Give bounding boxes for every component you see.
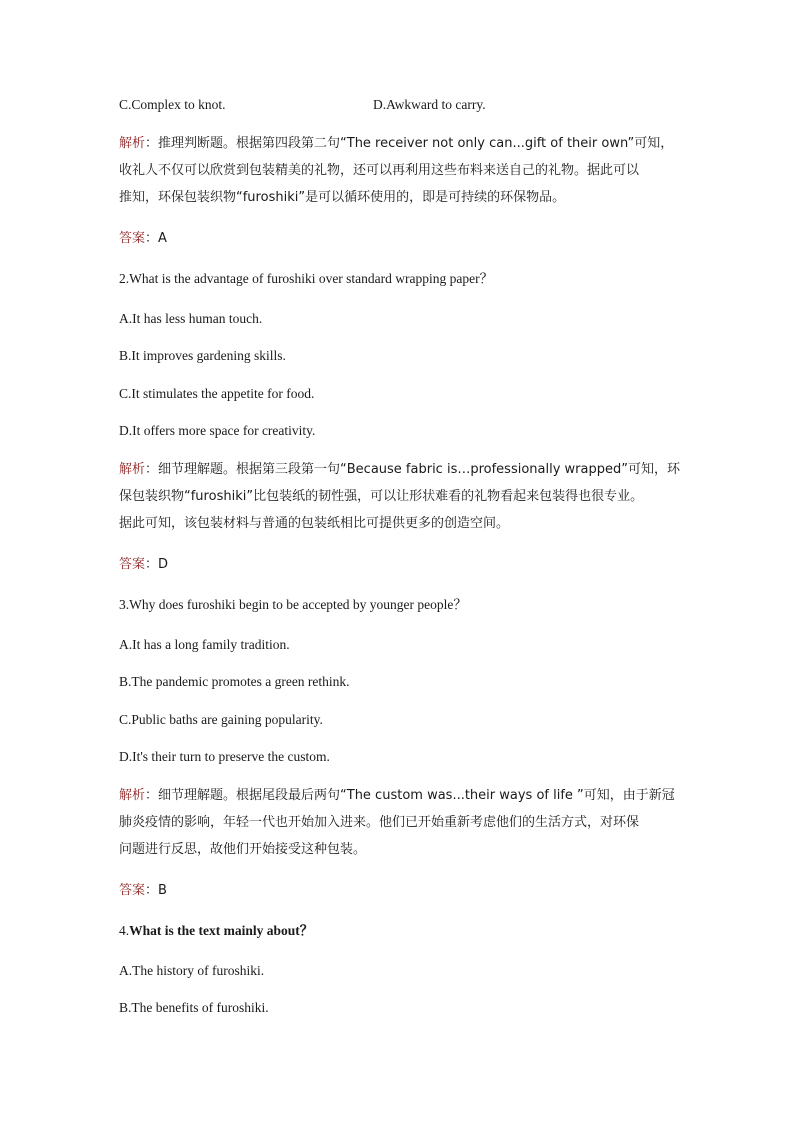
q2-question: 2.What is the advantage of furoshiki over standard wrapping paper？ (119, 271, 494, 286)
explanation-label: 解析 (119, 462, 146, 477)
q1-explanation-line-3: 推知，环保包装织物“furoshiki”是可以循环使用的，即是可持续的环保物品。 (119, 190, 566, 205)
q2-answer: 答案：D (119, 557, 169, 572)
q3-explanation-line-3: 问题进行反思，故他们开始接受这种包装。 (119, 842, 367, 857)
q3-explanation-line-2: 肺炎疫情的影响，年轻一代也开始加入进来。他们已开始重新考虑他们的生活方式，对环保 (119, 815, 640, 830)
q3-option-b: B.The pandemic promotes a green rethink. (119, 674, 350, 689)
q2-explanation-line-2: 保包装织物“furoshiki”比包装纸的韧性强，可以让形状难看的礼物看起来包装得也很专业。 (119, 489, 644, 504)
q4-option-a: A.The history of furoshiki. (119, 963, 265, 978)
q2-explanation-line-3: 据此可知，该包装材料与普通的包装纸相比可提供更多的创造空间。 (119, 516, 510, 531)
q2-explanation-line-1: 解析：细节理解题。根据第三段第一句“Because fabric is…professionally wrapped”可知，环 (119, 462, 680, 477)
q2-option-d: D.It offers more space for creativity. (119, 423, 316, 438)
q2-option-c: C.It stimulates the appetite for food. (119, 386, 315, 401)
q3-explanation-line-1: 解析：细节理解题。根据尾段最后两句“The custom was...their ways of life ”可知，由于新冠 (119, 788, 675, 803)
q1-explanation-line-2: 收礼人不仅可以欣赏到包装精美的礼物，还可以再利用这些布料来送自己的礼物。据此可以 (119, 163, 640, 178)
q1-option-c: C.Complex to knot. (119, 97, 226, 112)
q3-question: 3.Why does furoshiki begin to be accepted by younger people？ (119, 597, 467, 612)
q4-question-text: What is the text mainly about？ (129, 923, 314, 938)
q3-option-a: A.It has a long family tradition. (119, 637, 290, 652)
q1-answer: 答案：A (119, 231, 167, 246)
explanation-label: 解析 (119, 788, 146, 803)
answer-label: 答案 (119, 557, 146, 572)
explanation-label: 解析 (119, 136, 146, 151)
q4-option-b: B.The benefits of furoshiki. (119, 1000, 269, 1015)
q1-explanation-line-1: 解析：推理判断题。根据第四段第二句“The receiver not only can...gift of their own”可知， (119, 136, 674, 151)
q3-option-d: D.It's their turn to preserve the custom. (119, 749, 330, 764)
q2-option-b: B.It improves gardening skills. (119, 348, 286, 363)
q3-answer: 答案：B (119, 883, 167, 898)
q4-number: 4. (119, 923, 130, 938)
q3-option-c: C.Public baths are gaining popularity. (119, 712, 323, 727)
answer-label: 答案 (119, 883, 146, 898)
q4-question (119, 922, 313, 939)
q2-option-a: A.It has less human touch. (119, 311, 263, 326)
answer-label: 答案 (119, 231, 146, 246)
q1-option-d: D.Awkward to carry. (373, 97, 486, 112)
